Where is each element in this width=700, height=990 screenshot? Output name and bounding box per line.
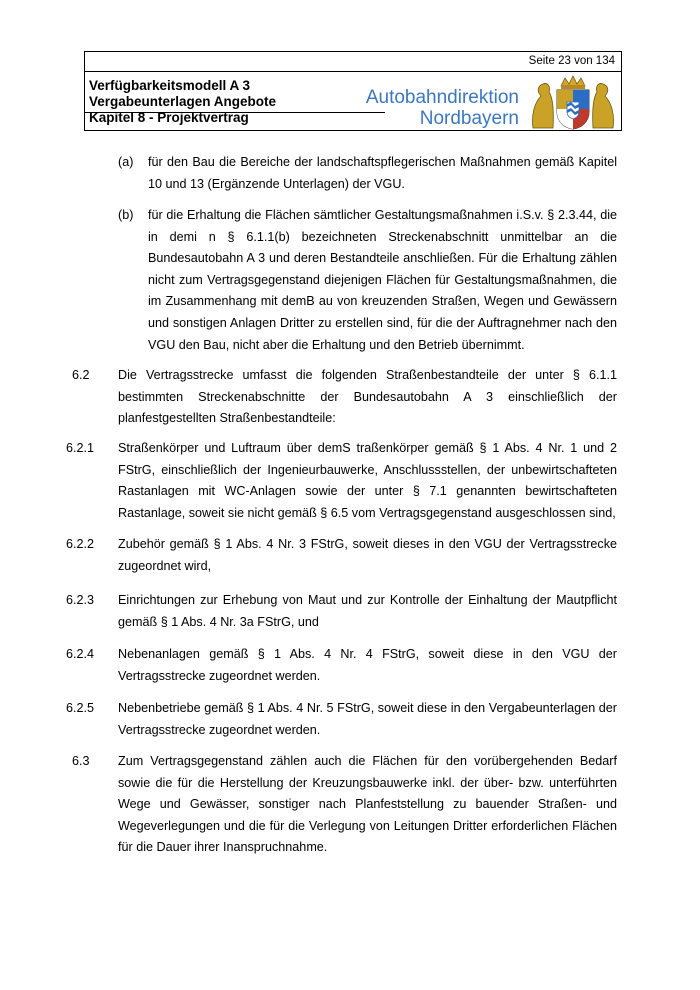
title-separator — [85, 112, 385, 113]
page-number: Seite 23 von 134 — [85, 52, 621, 72]
title-tender: Vergabeunterlagen Angebote — [89, 94, 277, 109]
paragraph-text: Nebenbetriebe gemäß § 1 Abs. 4 Nr. 5 FStrG, soweit diese in den Vergabeunterlagen der Vertragsstrecke zugeordnet werden. — [118, 701, 617, 737]
section-6-2-4 — [118, 644, 617, 687]
title-model: Verfügbarkeitsmodell A 3 — [89, 78, 251, 93]
paragraph-text: Einrichtungen zur Erhebung von Maut und zur Kontrolle der Einhaltung der Mautpflicht gemäß § 1 Abs. 4 Nr. 3a FStrG, und — [118, 593, 617, 629]
section-number: 6.2 — [72, 368, 90, 382]
org-line-2: Nordbayern — [419, 108, 519, 129]
section-number: 6.2.3 — [66, 593, 95, 607]
section-6-2-5 — [118, 698, 617, 741]
title-chapter: Kapitel 8 - Projektvertrag — [89, 110, 249, 125]
section-6-2-1 — [118, 438, 617, 524]
paragraph-text: Zum Vertragsgegenstand zählen auch die Flächen für den vorübergehenden Bedarf sowie die für die Herstellung der Kreuzungsbauwerke inkl. der über- bzw. unterführten Wege und Gewässer, sonstiger nach Planfeststellung zu bauender Straßen- und Wegeverlegungen und die für die Verlegung von Leitungen Dritter erforderlichen Flächen für die Dauer ihrer Inanspruchnahme. — [118, 754, 617, 855]
paragraph-text: Nebenanlagen gemäß § 1 Abs. 4 Nr. 4 FStrG, soweit diese in den VGU der Vertragsstrecke zugeordnet werden. — [118, 647, 617, 683]
document-titles — [89, 78, 276, 126]
item-number: (b) — [118, 208, 134, 222]
section-6-2 — [118, 365, 617, 430]
paragraph-text: für die Erhaltung die Flächen sämtlicher Gestaltungsmaßnahmen i.S.v. § 2.3.44, die in demi n § 6.1.1(b) bezeichneten Streckenabschnitt unmittelbar an die Bundesautobahn A 3 und deren Bestandteile anschließen. Für die Erhaltung zählen nicht zum Vertragsgegenstand diejenigen Flächen für Gestaltungsmaßnahmen, die im Zusammenhang mit demB au von kreuzenden Straßen, Wegen und Gewässern und sonstigen Anlagen Dritter zu erstellen sind, für die der Auftragnehmer nach den VGU den Bau, nicht aber die Erhaltung und den Betrieb übernimmt. — [148, 208, 617, 352]
section-number: 6.2.4 — [66, 647, 95, 661]
section-number: 6.2.5 — [66, 701, 95, 715]
section-6-2-3 — [118, 590, 617, 633]
section-6-3 — [118, 751, 617, 859]
paragraph-text: für den Bau die Bereiche der landschaftspflegerischen Maßnahmen gemäß Kapitel 10 und 13 (Ergänzende Unterlagen) der VGU. — [148, 155, 617, 191]
section-6-2-2 — [118, 534, 617, 577]
section-number: 6.2.1 — [66, 441, 95, 455]
bavarian-coat-of-arms-icon — [527, 74, 619, 130]
page-header — [84, 51, 622, 131]
paragraph-text: Die Vertragsstrecke umfasst die folgenden Straßenbestandteile der unter § 6.1.1 bestimmten Streckenabschnitte der Bundesautobahn A 3 einschließlich der planfestgestellten Straßenbestandteile: — [118, 368, 617, 426]
paragraph-text: Zubehör gemäß § 1 Abs. 4 Nr. 3 FStrG, soweit dieses in den VGU der Vertragsstrecke zugeordnet wird, — [118, 537, 617, 573]
item-number: (a) — [118, 155, 134, 169]
paragraph-a — [148, 152, 617, 195]
paragraph-text: Straßenkörper und Luftraum über demS traßenkörper gemäß § 1 Abs. 4 Nr. 1 und 2 FStrG, einschließlich der Ingenieurbauwerke, Anschlussstellen, der unbewirtschafteten Rastanlagen mit WC-Anlagen sowie der unter § 7.1 genannten bewirtschafteten Rastanlage, soweit sie nicht gemäß § 6.5 vom Vertragsgegenstand ausgeschlossen sind, — [118, 441, 617, 520]
section-number: 6.2.2 — [66, 537, 95, 551]
section-number: 6.3 — [72, 754, 90, 768]
org-line-1: Autobahndirektion — [365, 87, 519, 108]
paragraph-b — [148, 205, 617, 356]
